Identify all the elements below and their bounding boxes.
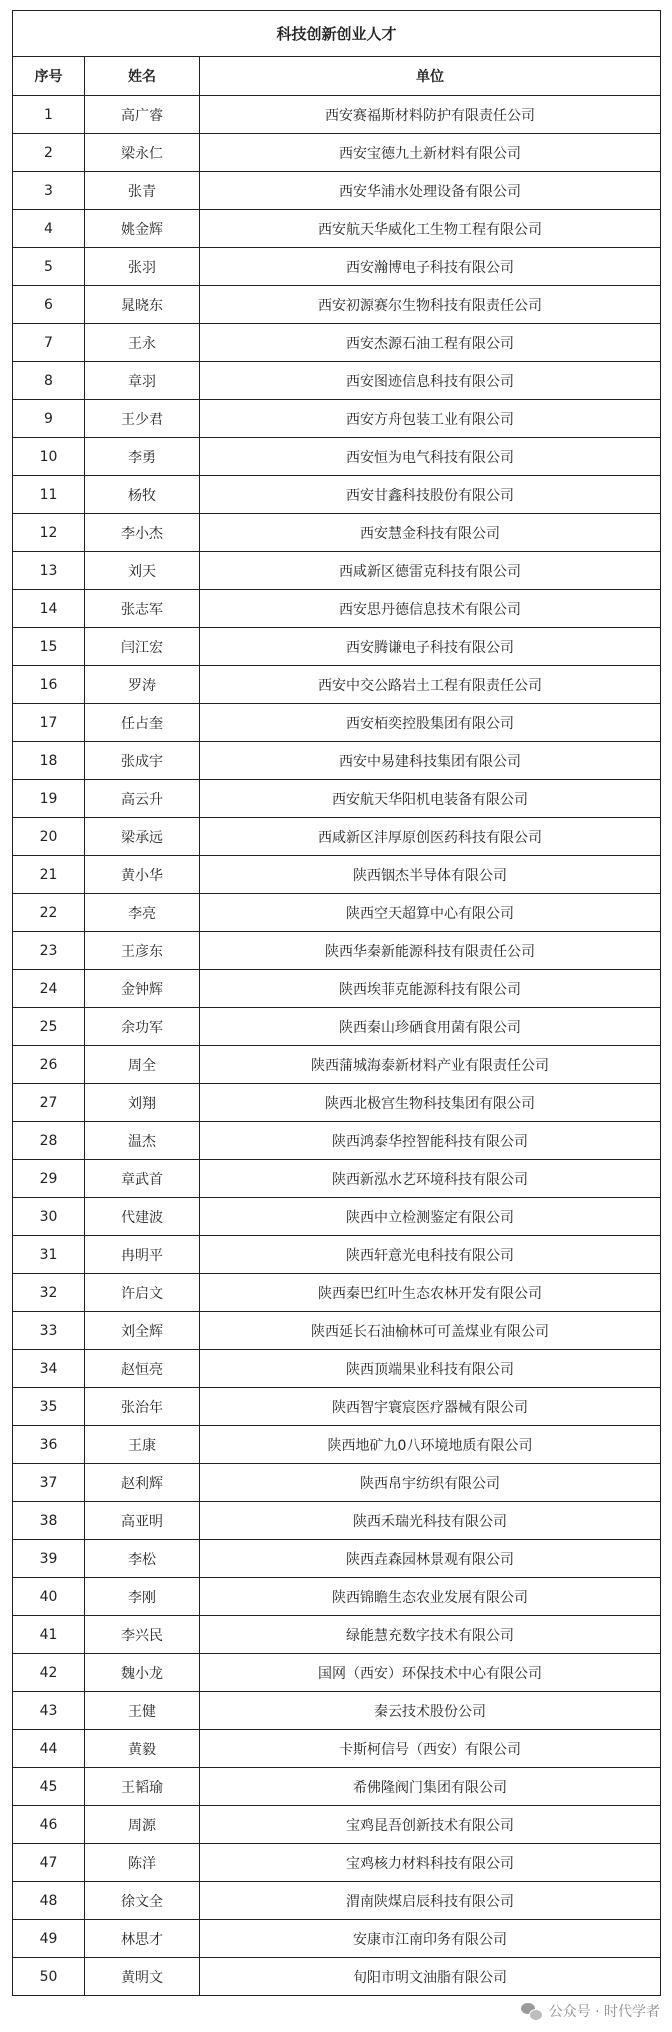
table-row xyxy=(13,1160,661,1198)
cell-no: 15 xyxy=(13,628,85,666)
cell-unit: 陕西新泓水艺环境科技有限公司 xyxy=(200,1160,661,1198)
table-row xyxy=(13,704,661,742)
table-row xyxy=(13,1882,661,1920)
cell-no: 32 xyxy=(13,1274,85,1312)
cell-name: 徐文全 xyxy=(85,1882,200,1920)
cell-no: 21 xyxy=(13,856,85,894)
table-row xyxy=(13,514,661,552)
cell-name: 李刚 xyxy=(85,1578,200,1616)
cell-name: 张青 xyxy=(85,172,200,210)
cell-unit: 宝鸡核力材料科技有限公司 xyxy=(200,1844,661,1882)
table-row xyxy=(13,1920,661,1958)
cell-no: 46 xyxy=(13,1806,85,1844)
cell-no: 41 xyxy=(13,1616,85,1654)
cell-no: 37 xyxy=(13,1464,85,1502)
table-title: 科技创新创业人才 xyxy=(13,11,661,57)
cell-name: 李勇 xyxy=(85,438,200,476)
cell-no: 29 xyxy=(13,1160,85,1198)
cell-unit: 陕西智宇寰宸医疗器械有限公司 xyxy=(200,1388,661,1426)
watermark xyxy=(521,1996,660,2026)
cell-unit: 陕西秦山珍硒食用菌有限公司 xyxy=(200,1008,661,1046)
table-row xyxy=(13,1768,661,1806)
cell-unit: 陕西秦巴红叶生态农林开发有限公司 xyxy=(200,1274,661,1312)
table-row xyxy=(13,590,661,628)
table-row xyxy=(13,1806,661,1844)
cell-no: 47 xyxy=(13,1844,85,1882)
cell-name: 周源 xyxy=(85,1806,200,1844)
cell-name: 梁承远 xyxy=(85,818,200,856)
table-row xyxy=(13,1464,661,1502)
table-row xyxy=(13,438,661,476)
header-no: 序号 xyxy=(13,57,85,96)
cell-unit: 西咸新区沣厚原创医药科技有限公司 xyxy=(200,818,661,856)
cell-no: 7 xyxy=(13,324,85,362)
cell-no: 35 xyxy=(13,1388,85,1426)
header-name: 姓名 xyxy=(85,57,200,96)
cell-no: 20 xyxy=(13,818,85,856)
cell-unit: 希佛隆阀门集团有限公司 xyxy=(200,1768,661,1806)
table-row xyxy=(13,1084,661,1122)
cell-unit: 西安华浦水处理设备有限公司 xyxy=(200,172,661,210)
table-row xyxy=(13,96,661,134)
table-row xyxy=(13,1312,661,1350)
cell-no: 24 xyxy=(13,970,85,1008)
table-row xyxy=(13,932,661,970)
table-row xyxy=(13,1692,661,1730)
cell-name: 章羽 xyxy=(85,362,200,400)
cell-no: 4 xyxy=(13,210,85,248)
cell-no: 11 xyxy=(13,476,85,514)
table-row xyxy=(13,1388,661,1426)
table-row xyxy=(13,628,661,666)
table-row xyxy=(13,1350,661,1388)
cell-unit: 陕西顶端果业科技有限公司 xyxy=(200,1350,661,1388)
cell-unit: 西安杰源石油工程有限公司 xyxy=(200,324,661,362)
cell-name: 许启文 xyxy=(85,1274,200,1312)
cell-name: 温杰 xyxy=(85,1122,200,1160)
cell-name: 金钟辉 xyxy=(85,970,200,1008)
cell-unit: 陕西铟杰半导体有限公司 xyxy=(200,856,661,894)
table-row xyxy=(13,1274,661,1312)
table-row xyxy=(13,1730,661,1768)
cell-unit: 西安航天华威化工生物工程有限公司 xyxy=(200,210,661,248)
cell-unit: 西安思丹德信息技术有限公司 xyxy=(200,590,661,628)
cell-no: 5 xyxy=(13,248,85,286)
table-row xyxy=(13,1616,661,1654)
cell-name: 黄毅 xyxy=(85,1730,200,1768)
cell-no: 33 xyxy=(13,1312,85,1350)
table-title-row xyxy=(13,11,661,57)
cell-unit: 西安航天华阳机电装备有限公司 xyxy=(200,780,661,818)
cell-no: 50 xyxy=(13,1958,85,1996)
cell-unit: 陕西北极宫生物科技集团有限公司 xyxy=(200,1084,661,1122)
table-row xyxy=(13,1578,661,1616)
cell-no: 42 xyxy=(13,1654,85,1692)
cell-unit: 西安赛福斯材料防护有限责任公司 xyxy=(200,96,661,134)
cell-name: 罗涛 xyxy=(85,666,200,704)
table-row xyxy=(13,818,661,856)
cell-unit: 西安腾谦电子科技有限公司 xyxy=(200,628,661,666)
table-row xyxy=(13,970,661,1008)
wechat-icon xyxy=(521,2002,543,2020)
table-row xyxy=(13,324,661,362)
cell-unit: 绿能慧充数字技术有限公司 xyxy=(200,1616,661,1654)
cell-name: 高云升 xyxy=(85,780,200,818)
cell-no: 26 xyxy=(13,1046,85,1084)
table-row xyxy=(13,248,661,286)
table-row xyxy=(13,1654,661,1692)
cell-unit: 西安中交公路岩土工程有限责任公司 xyxy=(200,666,661,704)
cell-name: 冉明平 xyxy=(85,1236,200,1274)
table-row xyxy=(13,286,661,324)
cell-unit: 宝鸡昆吾创新技术有限公司 xyxy=(200,1806,661,1844)
cell-name: 魏小龙 xyxy=(85,1654,200,1692)
cell-name: 李兴民 xyxy=(85,1616,200,1654)
cell-name: 张志军 xyxy=(85,590,200,628)
cell-name: 闫江宏 xyxy=(85,628,200,666)
cell-name: 张治年 xyxy=(85,1388,200,1426)
table-row xyxy=(13,666,661,704)
cell-name: 王彦东 xyxy=(85,932,200,970)
cell-name: 黄小华 xyxy=(85,856,200,894)
cell-no: 36 xyxy=(13,1426,85,1464)
watermark-text: 公众号 · 时代学者 xyxy=(548,2004,660,2020)
table-row xyxy=(13,856,661,894)
table-row xyxy=(13,1008,661,1046)
cell-name: 任占奎 xyxy=(85,704,200,742)
cell-no: 48 xyxy=(13,1882,85,1920)
table-row xyxy=(13,400,661,438)
talent-table xyxy=(12,10,661,1996)
cell-unit: 西安甘鑫科技股份有限公司 xyxy=(200,476,661,514)
table-body xyxy=(13,96,661,1996)
cell-name: 高亚明 xyxy=(85,1502,200,1540)
table-row xyxy=(13,172,661,210)
cell-name: 王健 xyxy=(85,1692,200,1730)
cell-unit: 陕西轩意光电科技有限公司 xyxy=(200,1236,661,1274)
cell-name: 姚金辉 xyxy=(85,210,200,248)
cell-name: 李小杰 xyxy=(85,514,200,552)
cell-no: 1 xyxy=(13,96,85,134)
cell-name: 刘全辉 xyxy=(85,1312,200,1350)
cell-name: 李亮 xyxy=(85,894,200,932)
cell-unit: 陕西垚森园林景观有限公司 xyxy=(200,1540,661,1578)
cell-unit: 陕西鸿泰华控智能科技有限公司 xyxy=(200,1122,661,1160)
cell-name: 陈洋 xyxy=(85,1844,200,1882)
cell-no: 43 xyxy=(13,1692,85,1730)
cell-no: 14 xyxy=(13,590,85,628)
cell-unit: 西安图迹信息科技有限公司 xyxy=(200,362,661,400)
cell-no: 23 xyxy=(13,932,85,970)
cell-unit: 陕西地矿九0八环境地质有限公司 xyxy=(200,1426,661,1464)
table-row xyxy=(13,134,661,172)
cell-name: 刘翔 xyxy=(85,1084,200,1122)
cell-unit: 陕西禾瑞光科技有限公司 xyxy=(200,1502,661,1540)
cell-no: 40 xyxy=(13,1578,85,1616)
cell-unit: 秦云技术股份公司 xyxy=(200,1692,661,1730)
cell-name: 林思才 xyxy=(85,1920,200,1958)
cell-unit: 西安宝德九土新材料有限公司 xyxy=(200,134,661,172)
table-row xyxy=(13,1540,661,1578)
table-row xyxy=(13,894,661,932)
cell-no: 39 xyxy=(13,1540,85,1578)
cell-no: 31 xyxy=(13,1236,85,1274)
cell-unit: 西安栢奕控股集团有限公司 xyxy=(200,704,661,742)
cell-no: 16 xyxy=(13,666,85,704)
table-row xyxy=(13,210,661,248)
table-row xyxy=(13,1502,661,1540)
cell-unit: 卡斯柯信号（西安）有限公司 xyxy=(200,1730,661,1768)
cell-unit: 陕西空天超算中心有限公司 xyxy=(200,894,661,932)
table-header-row xyxy=(13,57,661,96)
cell-name: 王少君 xyxy=(85,400,200,438)
cell-name: 杨牧 xyxy=(85,476,200,514)
table-row xyxy=(13,1958,661,1996)
cell-unit: 西安初源赛尔生物科技有限责任公司 xyxy=(200,286,661,324)
cell-name: 周全 xyxy=(85,1046,200,1084)
cell-no: 6 xyxy=(13,286,85,324)
cell-unit: 陕西锦瞻生态农业发展有限公司 xyxy=(200,1578,661,1616)
table-row xyxy=(13,1046,661,1084)
cell-name: 张羽 xyxy=(85,248,200,286)
cell-no: 38 xyxy=(13,1502,85,1540)
cell-unit: 旬阳市明文油脂有限公司 xyxy=(200,1958,661,1996)
cell-no: 17 xyxy=(13,704,85,742)
cell-unit: 陕西埃菲克能源科技有限公司 xyxy=(200,970,661,1008)
cell-unit: 西安恒为电气科技有限公司 xyxy=(200,438,661,476)
cell-unit: 陕西帛宇纺织有限公司 xyxy=(200,1464,661,1502)
header-unit: 单位 xyxy=(200,57,661,96)
cell-no: 25 xyxy=(13,1008,85,1046)
cell-name: 章武首 xyxy=(85,1160,200,1198)
cell-name: 晁晓东 xyxy=(85,286,200,324)
table-row xyxy=(13,362,661,400)
cell-no: 30 xyxy=(13,1198,85,1236)
cell-unit: 陕西蒲城海泰新材料产业有限责任公司 xyxy=(200,1046,661,1084)
cell-name: 王永 xyxy=(85,324,200,362)
cell-no: 3 xyxy=(13,172,85,210)
cell-no: 8 xyxy=(13,362,85,400)
cell-name: 张成宇 xyxy=(85,742,200,780)
table-row xyxy=(13,1236,661,1274)
cell-no: 12 xyxy=(13,514,85,552)
cell-no: 34 xyxy=(13,1350,85,1388)
table-row xyxy=(13,552,661,590)
cell-name: 代建波 xyxy=(85,1198,200,1236)
cell-name: 赵利辉 xyxy=(85,1464,200,1502)
cell-name: 王康 xyxy=(85,1426,200,1464)
cell-no: 18 xyxy=(13,742,85,780)
cell-name: 高广睿 xyxy=(85,96,200,134)
cell-no: 13 xyxy=(13,552,85,590)
cell-unit: 西安中易建科技集团有限公司 xyxy=(200,742,661,780)
cell-unit: 陕西华秦新能源科技有限责任公司 xyxy=(200,932,661,970)
cell-unit: 西安方舟包装工业有限公司 xyxy=(200,400,661,438)
cell-no: 49 xyxy=(13,1920,85,1958)
table-row xyxy=(13,780,661,818)
cell-name: 李松 xyxy=(85,1540,200,1578)
cell-no: 28 xyxy=(13,1122,85,1160)
table-row xyxy=(13,1122,661,1160)
cell-unit: 陕西中立检测鉴定有限公司 xyxy=(200,1198,661,1236)
cell-no: 22 xyxy=(13,894,85,932)
table-row xyxy=(13,1426,661,1464)
cell-name: 余功军 xyxy=(85,1008,200,1046)
cell-unit: 西咸新区德雷克科技有限公司 xyxy=(200,552,661,590)
cell-name: 黄明文 xyxy=(85,1958,200,1996)
cell-name: 王韬瑜 xyxy=(85,1768,200,1806)
table-row xyxy=(13,1198,661,1236)
cell-unit: 安康市江南印务有限公司 xyxy=(200,1920,661,1958)
cell-no: 10 xyxy=(13,438,85,476)
table-row xyxy=(13,742,661,780)
cell-no: 19 xyxy=(13,780,85,818)
cell-no: 27 xyxy=(13,1084,85,1122)
cell-unit: 西安慧金科技有限公司 xyxy=(200,514,661,552)
cell-name: 梁永仁 xyxy=(85,134,200,172)
cell-unit: 西安瀚博电子科技有限公司 xyxy=(200,248,661,286)
cell-unit: 陕西延长石油榆林可可盖煤业有限公司 xyxy=(200,1312,661,1350)
table-row xyxy=(13,1844,661,1882)
cell-no: 9 xyxy=(13,400,85,438)
cell-no: 2 xyxy=(13,134,85,172)
cell-no: 45 xyxy=(13,1768,85,1806)
cell-unit: 渭南陕煤启辰科技有限公司 xyxy=(200,1882,661,1920)
cell-no: 44 xyxy=(13,1730,85,1768)
cell-name: 赵恒亮 xyxy=(85,1350,200,1388)
cell-name: 刘天 xyxy=(85,552,200,590)
cell-unit: 国网（西安）环保技术中心有限公司 xyxy=(200,1654,661,1692)
table-row xyxy=(13,476,661,514)
